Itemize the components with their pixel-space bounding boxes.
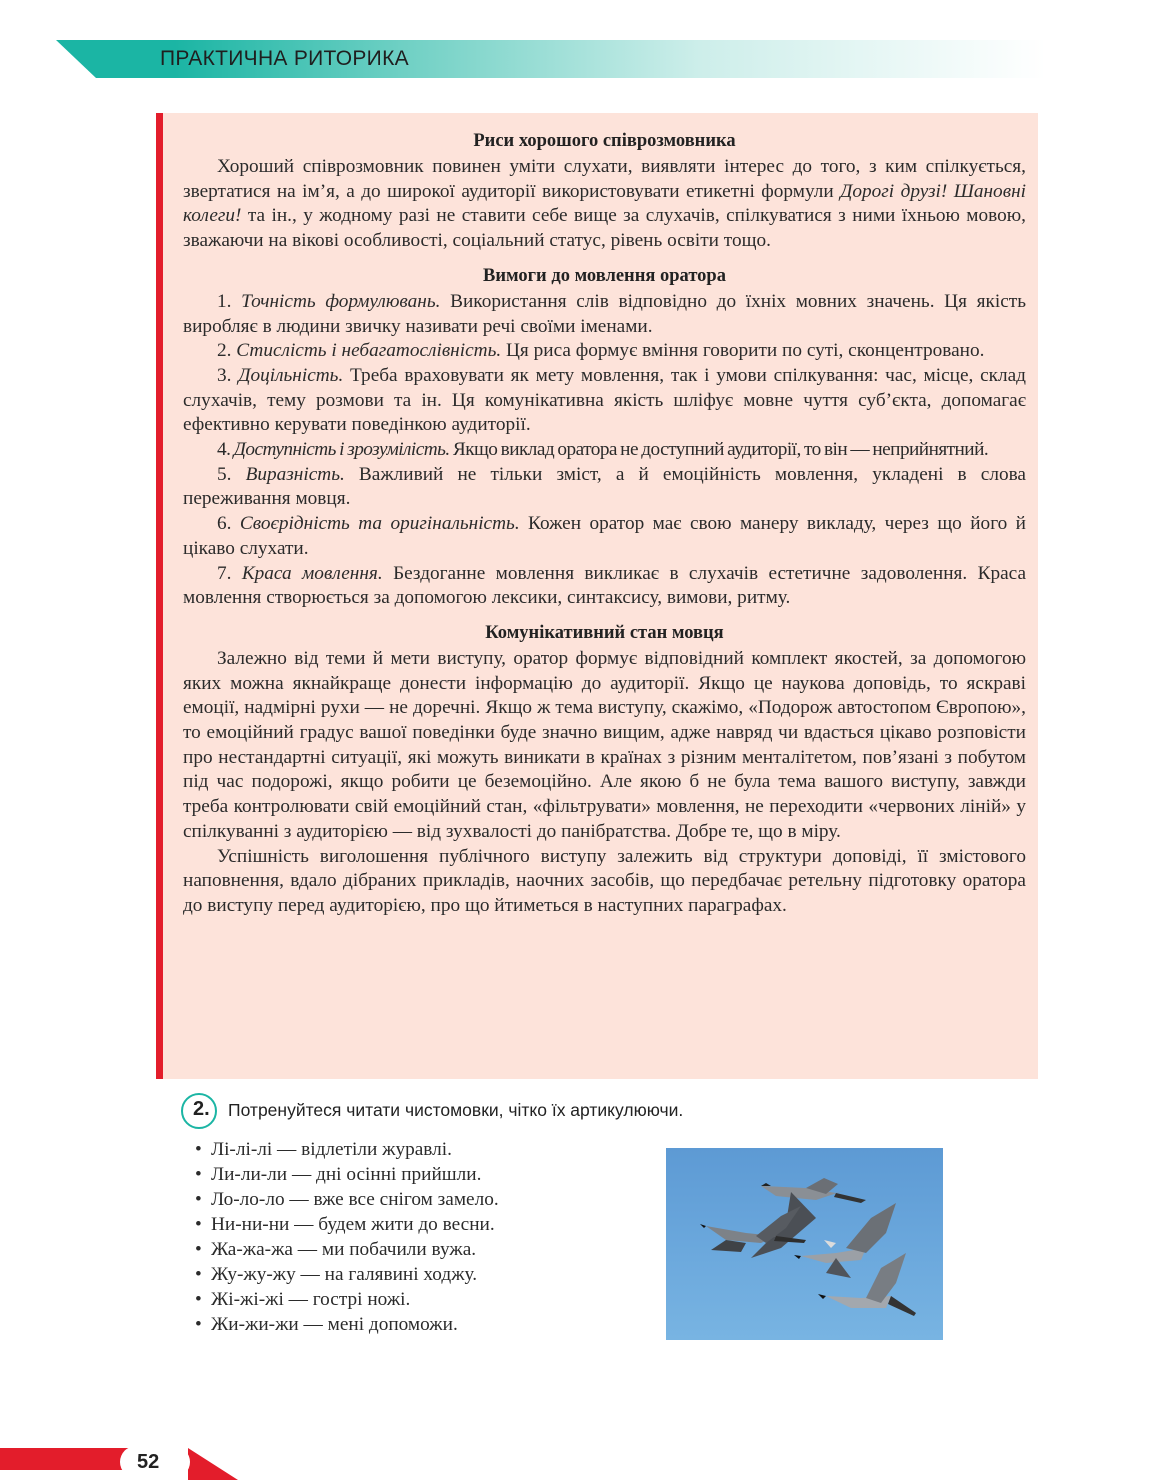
- item-number: 5.: [217, 463, 246, 485]
- item-term: Доступність і зрозумілість.: [233, 439, 450, 461]
- list-item: [195, 1237, 499, 1262]
- bullet-icon: •: [195, 1239, 202, 1260]
- item-text: Кожен оратор має свою манеру викладу, через що його й цікаво слухати.: [183, 513, 1026, 559]
- requirement-item: [183, 290, 1026, 339]
- item-term: Краса мовлення.: [241, 562, 383, 584]
- section-title: ПРАКТИЧНА РИТОРИКА: [160, 47, 409, 70]
- requirement-item: [183, 463, 1026, 512]
- list-item: [195, 1287, 499, 1312]
- requirement-item: [183, 438, 1026, 463]
- requirement-item: [183, 364, 1026, 438]
- requirement-item: [183, 562, 1026, 611]
- heading-speaker-requirements: Вимоги до мовлення оратора: [483, 265, 726, 286]
- theory-box: [156, 113, 1038, 1079]
- requirement-item: [183, 512, 1026, 561]
- bullet-icon: •: [195, 1189, 202, 1210]
- exercise-instruction: Потренуйтеся читати чистомовки, чітко їх артикулюючи.: [228, 1100, 684, 1120]
- cranes-photo: [666, 1148, 943, 1340]
- paragraph-speech-success: Успішність виголошення публічного виступу залежить від структури доповіді, її змістового наповнення, вдало дібраних прикладів, наочних засобів, що передбачає ретельну підготовку оратора до виступу перед аудиторією, про що йтиметься в наступних параграфах.: [183, 845, 1026, 916]
- list-item-text: Ло-ло-ло — вже все снігом замело.: [211, 1189, 499, 1210]
- paragraph-communicative-state: Залежно від теми й мети виступу, оратор формує відповідний комплект якостей, за допомогою яких можна якнайкраще донести інформацію до аудиторії. Якщо це наукова доповідь, то яскраві емоції, надмірні рухи — не доречні. Якщо ж тема виступу, скажімо, «Подорож автостопом Європою», то емоційний градус вашої поведінки буде значно вищим, адже навряд чи вдасться цікаво розповісти про нестандартні ситуації, які можуть виникати в країнах з різним менталітетом, пов’язані з побутом під час подорожі, якщо робити це беземоційно. Але якою б не була тема вашого виступу, завжди треба контролювати свій емоційний стан, «фільтрувати» мовлення, не переходити «червоних ліній» у спілкуванні з аудиторією — від зухвалості до панібратства. Добре те, що в міру.: [183, 647, 1026, 842]
- item-text: Ця риса формує вміння говорити по суті, сконцентровано.: [501, 340, 985, 362]
- list-item-text: Ли-ли-ли — дні осінні прийшли.: [211, 1164, 482, 1185]
- list-item: [195, 1162, 499, 1187]
- italic-phrase: Дорогі друзі! Шановні колеги!: [183, 180, 1026, 227]
- list-item-text: Жі-жі-жі — гострі ножі.: [211, 1289, 411, 1310]
- bullet-icon: •: [195, 1314, 202, 1335]
- cranes-illustration: [666, 1148, 943, 1340]
- requirement-item: [183, 339, 1026, 364]
- item-number: 2.: [217, 340, 237, 362]
- item-term: Точність формулювань.: [241, 290, 441, 312]
- item-number: 1.: [217, 290, 242, 312]
- list-item-text: Жи-жи-жи — мені допоможи.: [211, 1314, 458, 1335]
- bullet-icon: •: [195, 1139, 202, 1160]
- bullet-icon: •: [195, 1264, 202, 1285]
- text-span: та ін., у жодному разі не ставити себе вище за слухачів, спілкуватися з ними їхньою мовою, зважаючи на вікові особливості, соціальний статус, рівень освіти тощо.: [183, 205, 1026, 252]
- list-item: [195, 1212, 499, 1237]
- list-item: [195, 1312, 499, 1337]
- item-number: 7.: [217, 562, 242, 584]
- item-text: Важливий не тільки зміст, а й емоційність мовлення, укладені в слова переживання мовця.: [183, 463, 1026, 510]
- item-text: Використання слів відповідно до їхніх мовних значень. Ця якість виробляє в людини звичку називати речі своїми іменами.: [183, 290, 1026, 337]
- tongue-twister-list: [195, 1137, 499, 1337]
- bullet-icon: •: [195, 1214, 202, 1235]
- footer-arrow-icon: [188, 1448, 238, 1480]
- item-term: Стислість і небагатослівність.: [236, 340, 502, 362]
- text-span: Хороший співрозмовник повинен уміти слухати, виявляти інтерес до того, з ким спілкується, звертатися на ім’я, а до широкої аудиторії використовувати етикетні формули: [183, 156, 1026, 202]
- bullet-icon: •: [195, 1289, 202, 1310]
- exercise-number: 2.: [193, 1098, 210, 1120]
- item-text: Треба враховувати як мету мовлення, так і умови спілкування: час, місце, склад слухачів, тему розмови та ін. Ця комунікативна якість шліфує мовне чуття суб’єкта, допомагає ефективно керувати поведінкою аудиторії.: [183, 364, 1026, 436]
- page-number: 52: [137, 1451, 160, 1473]
- heading-good-interlocutor: Риси хорошого співрозмовника: [473, 131, 736, 151]
- list-item: [195, 1187, 499, 1212]
- item-term: Своєрідність та оригінальність.: [239, 513, 520, 535]
- footer-bar: [0, 1448, 132, 1470]
- list-item-text: Жу-жу-жу — на галявині ходжу.: [211, 1264, 478, 1285]
- bullet-icon: •: [195, 1164, 202, 1185]
- item-number: 3.: [217, 364, 239, 386]
- heading-communicative-state: Комунікативний стан мовця: [485, 622, 724, 643]
- item-term: Виразність.: [245, 463, 345, 485]
- item-number: 6.: [217, 513, 240, 535]
- list-item-text: Лі-лі-лі — відлетіли журавлі.: [211, 1139, 452, 1160]
- item-term: Доцільність.: [238, 364, 344, 386]
- list-item: [195, 1137, 499, 1162]
- list-item-text: Ни-ни-ни — будем жити до весни.: [211, 1214, 495, 1235]
- item-number: 4.: [217, 439, 234, 461]
- list-item: [195, 1262, 499, 1287]
- paragraph-good-interlocutor: [183, 155, 1026, 254]
- item-text: Якщо виклад оратора не доступний аудиторії, то він — неприйнятний.: [449, 439, 989, 461]
- item-text: Бездоганне мовлення викликає в слухачів естетичне задоволення. Краса мовлення створюється за допомогою лексики, синтаксису, вимови, ритму.: [183, 562, 1027, 609]
- list-item-text: Жа-жа-жа — ми побачили вужа.: [211, 1239, 477, 1260]
